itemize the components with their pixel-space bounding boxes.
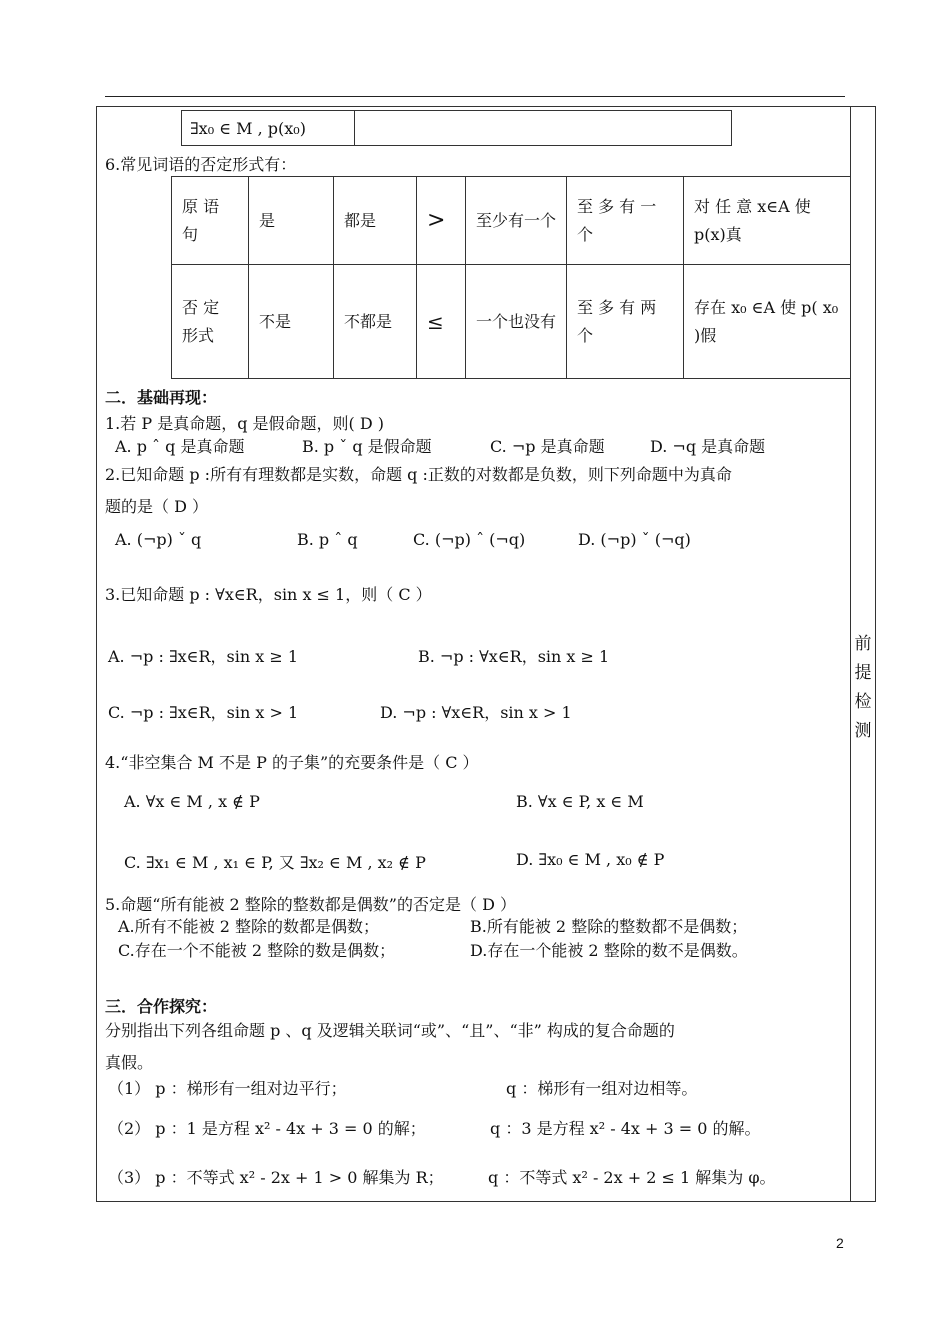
- item3-q: q ：不等式 x² - 2x + 2 ≤ 1 解集为 φ。: [488, 1168, 776, 1187]
- table-cell: 不都是: [334, 265, 417, 379]
- section2-title: 二．基础再现：: [105, 388, 218, 407]
- table-cell: 一个也没有: [466, 265, 567, 379]
- q3-option-b: B. ¬p : ∀x∈R，sin x ≥ 1: [418, 647, 610, 666]
- q1-stem: 1.若 P 是真命题，q 是假命题，则( D ): [105, 414, 385, 433]
- q1-option-d: D. ¬q 是真命题: [650, 437, 766, 456]
- table-cell: ≤: [417, 265, 466, 379]
- section3-intro-1: 分别指出下列各组命题 p 、q 及逻辑关联词“或”、“且”、“非” 构成的复合命题的: [105, 1021, 675, 1040]
- table-cell: 不是: [249, 265, 334, 379]
- q2-stem-2: 题的是（ D ）: [105, 497, 209, 516]
- q2-option-d: D. (¬p) ˇ (¬q): [578, 530, 691, 549]
- table-cell: 是: [249, 177, 334, 265]
- table-cell: 否 定 形式: [172, 265, 249, 379]
- formula-table: [181, 110, 732, 146]
- q1-option-b: B. p ˇ q 是假命题: [302, 437, 432, 456]
- table-cell: 原 语 句: [172, 177, 249, 265]
- section3-intro-2: 真假。: [105, 1053, 154, 1072]
- side-char: 前: [854, 634, 872, 654]
- q4-option-b: B. ∀x ∈ P, x ∈ M: [516, 792, 644, 811]
- q2-stem-1: 2.已知命题 p :所有有理数都是实数，命题 q :正数的对数都是负数，则下列命题中为真命: [105, 465, 732, 484]
- q2-option-c: C. (¬p) ˆ (¬q): [413, 530, 526, 549]
- table-row: [172, 265, 851, 379]
- side-char: 提: [854, 663, 872, 683]
- item1-p: （1） p ：梯形有一组对边平行；: [108, 1079, 347, 1098]
- table-row: [172, 177, 851, 265]
- table-cell: 都是: [334, 177, 417, 265]
- q5-option-a: A.所有不能被 2 整除的数都是偶数；: [118, 917, 379, 936]
- table-cell: 至 多 有 两 个: [567, 265, 684, 379]
- item2-p: （2） p ：1 是方程 x² - 4x + 3 = 0 的解；: [108, 1119, 426, 1138]
- side-char: 测: [854, 721, 872, 741]
- formula-cell: ∃x₀ ∈ M , p(x₀): [182, 111, 355, 146]
- table-cell: 存在 x₀ ∈A 使 p( x₀ )假: [684, 265, 851, 379]
- q3-option-a: A. ¬p : ∃x∈R，sin x ≥ 1: [108, 647, 299, 666]
- table-cell: 至 多 有 一 个: [567, 177, 684, 265]
- item2-q: q ：3 是方程 x² - 4x + 3 = 0 的解。: [490, 1119, 761, 1138]
- q2-option-a: A. (¬p) ˇ q: [115, 530, 202, 549]
- negation-table: [171, 176, 851, 379]
- q3-option-d: D. ¬p : ∀x∈R，sin x > 1: [380, 703, 572, 722]
- side-char: 检: [854, 692, 872, 712]
- q4-option-d: D. ∃x₀ ∈ M , x₀ ∉ P: [516, 850, 665, 869]
- q5-option-c: C.存在一个不能被 2 整除的数是偶数；: [118, 941, 396, 960]
- q1-option-a: A. p ˆ q 是真命题: [115, 437, 245, 456]
- table-cell: >: [417, 177, 466, 265]
- q4-option-c: C. ∃x₁ ∈ M , x₁ ∈ P, 又 ∃x₂ ∈ M , x₂ ∉ P: [124, 853, 426, 872]
- blank-cell: [355, 111, 732, 146]
- q4-option-a: A. ∀x ∈ M , x ∉ P: [124, 792, 260, 811]
- q3-stem: 3.已知命题 p : ∀x∈R，sin x ≤ 1，则（ C ）: [105, 585, 432, 604]
- item1-q: q ：梯形有一组对边相等。: [506, 1079, 698, 1098]
- table-cell: 至少有一个: [466, 177, 567, 265]
- table-cell: 对 任 意 x∈A 使 p(x)真: [684, 177, 851, 265]
- item3-p: （3） p ：不等式 x² - 2x + 1 > 0 解集为 R；: [108, 1168, 444, 1187]
- q3-option-c: C. ¬p : ∃x∈R，sin x > 1: [108, 703, 299, 722]
- q2-option-b: B. p ˆ q: [297, 530, 358, 549]
- side-label: [850, 630, 876, 746]
- header-rule: [105, 96, 845, 97]
- q5-option-b: B.所有能被 2 整除的整数都不是偶数；: [470, 917, 748, 936]
- q1-option-c: C. ¬p 是真命题: [490, 437, 605, 456]
- item6-title: 6.常见词语的否定形式有：: [105, 155, 297, 174]
- q5-option-d: D.存在一个能被 2 整除的数不是偶数。: [470, 941, 748, 960]
- page-number: 2: [836, 1235, 844, 1251]
- q4-stem: 4.“非空集合 M 不是 P 的子集”的充要条件是（ C ）: [105, 753, 479, 772]
- section3-title: 三．合作探究：: [105, 997, 218, 1016]
- q5-stem: 5.命题“所有能被 2 整除的整数都是偶数”的否定是（ D ）: [105, 895, 516, 914]
